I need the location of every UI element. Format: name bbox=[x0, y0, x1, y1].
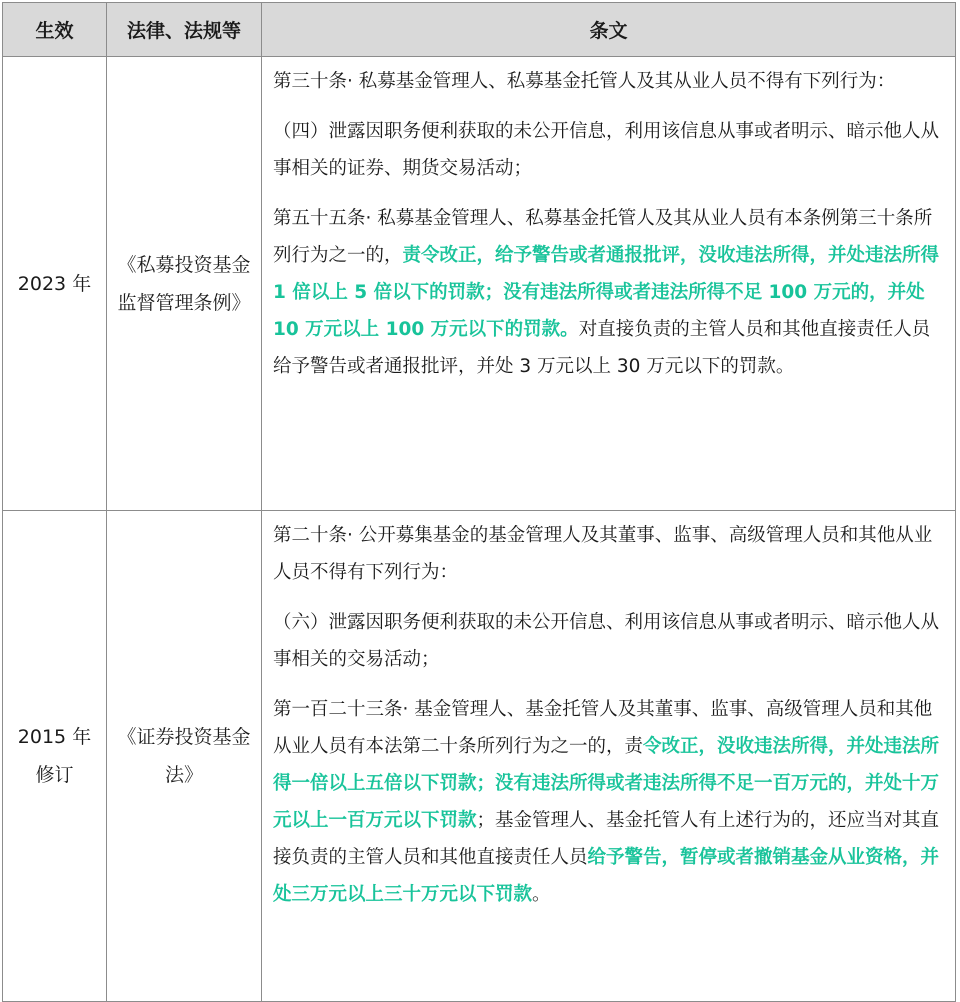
law-title: 《证券投资基金法》 bbox=[117, 726, 251, 786]
article-text: 第五十五条· 私募基金管理人、私募基金托管人及其从业人员有本条例第三十条所列行为之一的， bbox=[273, 208, 933, 266]
highlighted-penalty-text: 责令改正，给予警告或者通报批评，没收违法所得，并处违法所得 1 倍以上 5 倍以下的罚款；没有违法所得或者违法所得不足 100 万元的，并处 10 万元以上 100 万元以下的罚款。 bbox=[273, 245, 940, 340]
article-paragraph: 第三十条· 私募基金管理人、私募基金托管人及其从业人员不得有下列行为： bbox=[273, 71, 896, 92]
law-title: 《私募投资基金监督管理条例》 bbox=[117, 253, 251, 314]
effective-text: 2015 年修订 bbox=[17, 726, 92, 786]
table-header-row bbox=[3, 3, 956, 57]
law-cell bbox=[107, 511, 262, 1002]
article-paragraph: （六）泄露因职务便利获取的未公开信息、利用该信息从事或者明示、暗示他人从事相关的交易活动； bbox=[273, 612, 940, 670]
article-paragraph: 第二十条· 公开募集基金的基金管理人及其董事、监事、高级管理人员和其他从业人员不得有下列行为： bbox=[273, 525, 933, 583]
effective-text: 2023 年 bbox=[17, 272, 92, 295]
regulation-table bbox=[2, 2, 956, 1002]
header-effective: 生效 bbox=[3, 3, 107, 57]
table-row bbox=[3, 57, 956, 511]
article-text: 第一百二十三条· 基金管理人、基金托管人及其董事、监事、高级管理人员和其他从业人员有本法第二十条所列行为之一的，责 bbox=[273, 699, 933, 757]
header-article: 条文 bbox=[262, 3, 956, 57]
effective-cell bbox=[3, 57, 107, 511]
article-paragraph: （四）泄露因职务便利获取的未公开信息，利用该信息从事或者明示、暗示他人从事相关的证券、期货交易活动； bbox=[273, 121, 940, 179]
highlighted-penalty-text: 令改正，没收违法所得，并处违法所得一倍以上五倍以下罚款；没有违法所得或者违法所得不足一百万元的，并处十万元以上一百万元以下罚款 bbox=[273, 736, 940, 831]
article-cell bbox=[262, 57, 956, 511]
table-row bbox=[3, 511, 956, 1002]
article-paragraph bbox=[273, 200, 945, 385]
article-cell bbox=[262, 511, 956, 1002]
article-paragraph bbox=[273, 691, 945, 913]
highlighted-penalty-text: 给予警告，暂停或者撤销基金从业资格，并处三万元以上三十万元以下罚款 bbox=[273, 847, 940, 905]
law-cell bbox=[107, 57, 262, 511]
header-law: 法律、法规等 bbox=[107, 3, 262, 57]
article-text: 对直接负责的主管人员和其他直接责任人员给予警告或者通报批评，并处 3 万元以上 30 万元以下的罚款。 bbox=[273, 319, 931, 377]
effective-cell bbox=[3, 511, 107, 1002]
article-text: ；基金管理人、基金托管人有上述行为的，还应当对其直接负责的主管人员和其他直接责任人员 bbox=[273, 810, 940, 868]
article-text: 。 bbox=[532, 884, 551, 905]
